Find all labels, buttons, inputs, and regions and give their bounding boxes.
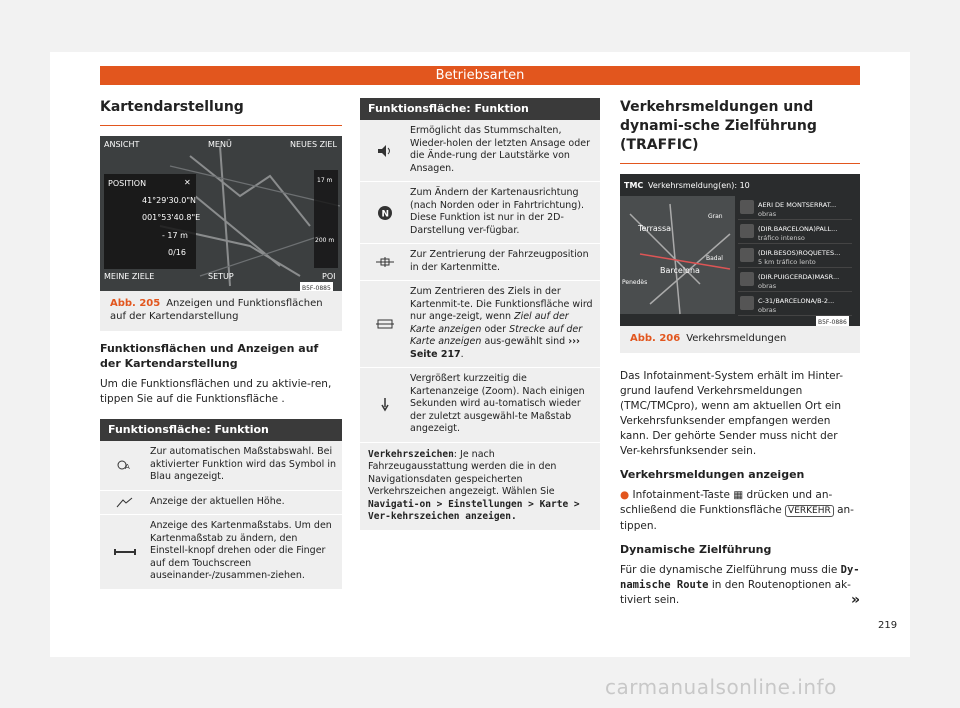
table-head: Funktionsfläche: Funktion xyxy=(100,419,342,441)
row-text: Zur automatischen Maßstabswahl. Bei aktivierter Funktion wird das Symbol in Blau angezeigt. xyxy=(150,446,336,482)
fig-setup[interactable]: SETUP xyxy=(208,272,234,281)
traffic-item[interactable] xyxy=(738,220,852,244)
city-terrassa: Terrassa xyxy=(638,224,672,233)
verkehrszeichen-label: Verkehrszeichen xyxy=(368,448,454,460)
heading-kartendarstellung: Kartendarstellung xyxy=(100,98,342,126)
map-controls xyxy=(314,170,338,268)
verkehr-button[interactable]: VERKEHR xyxy=(785,505,834,517)
bullet-a: Infotainment-Taste xyxy=(632,489,734,501)
bullet-c: an-tippen. xyxy=(620,504,854,532)
city-penedes: Penedès xyxy=(622,279,648,286)
row-text-c: oder xyxy=(481,323,510,335)
table-head: Funktionsfläche: Funktion xyxy=(360,98,600,120)
heading-traffic: Verkehrsmeldungen und dynami-sche Zielführung (TRAFFIC) xyxy=(620,98,860,164)
city-barcelona: Barcelona xyxy=(660,266,700,275)
row-text-b: Ziel auf der Karte anzeigen xyxy=(410,311,569,335)
traffic-item-sub: tráfico intenso xyxy=(758,234,805,242)
close-icon[interactable]: ✕ xyxy=(184,178,191,187)
verkehrszeichen-row xyxy=(360,443,600,530)
figure-code: B5F-0886 xyxy=(816,316,849,326)
traffic-item-sub: obras xyxy=(758,210,777,218)
row-text-e: aus-gewählt sind xyxy=(481,336,569,347)
para2-a: Für die dynamische Zielführung muss die xyxy=(620,564,841,576)
caption-206 xyxy=(620,326,860,353)
menu-path: Navigati-on > Einstellungen > Karte > Ver-kehrszeichen anzeigen. xyxy=(368,498,580,522)
traffic-item-title: (DIR.PUIGCERDA)MASR... xyxy=(758,273,840,281)
traffic-item[interactable] xyxy=(738,196,852,220)
scale-200m: 200 m xyxy=(315,237,335,244)
row-text: Anzeige der aktuellen Höhe. xyxy=(150,495,285,507)
watermark: carmanualsonline.info xyxy=(605,675,837,699)
traffic-warning-icon xyxy=(740,200,754,214)
scale-17m: 17 m xyxy=(317,177,333,184)
column-1 xyxy=(100,98,342,590)
table-row xyxy=(360,120,600,182)
traffic-item-title: (DIR.BESOS)ROQUETES... xyxy=(758,249,841,257)
traffic-warning-icon xyxy=(740,296,754,310)
position-label: POSITION xyxy=(108,179,147,188)
traffic-item[interactable] xyxy=(738,268,852,292)
altitude-icon xyxy=(100,491,150,515)
city-badal: Badal xyxy=(706,255,723,262)
city-gran: Gran xyxy=(708,213,723,220)
dynamic-paragraph xyxy=(620,563,860,608)
row-text: Ermöglicht das Stummschalten, Wieder-holen der letzten Ansage oder die Ände-rung der Lautstärke von Ansagen. xyxy=(410,125,591,174)
mute-icon xyxy=(360,120,410,181)
zoom-icon xyxy=(360,368,410,442)
center-position-icon xyxy=(360,244,410,280)
row-text: Zur Zentrierung der Fahrzeugposition in der Kartenmitte. xyxy=(410,249,589,273)
subheading-verkehrsmeldungen: Verkehrsmeldungen anzeigen xyxy=(620,468,805,481)
caption-text: Anzeigen und Funktionsflächen auf der Kartendarstellung xyxy=(110,298,323,322)
traffic-list xyxy=(738,196,852,316)
bullet-icon: ● xyxy=(620,489,633,501)
row-text-d: Strecke auf der Karte anzeigen xyxy=(410,323,583,347)
table-row xyxy=(100,441,342,491)
traffic-warning-icon xyxy=(740,224,754,238)
traffic-figure xyxy=(620,174,860,326)
latitude-value: 41°29'30.0"N xyxy=(142,196,197,205)
table-row xyxy=(360,368,600,443)
intro-paragraph: Um die Funktionsflächen und zu aktivie-ren, tippen Sie auf die Funktionsfläche . xyxy=(100,378,332,405)
traffic-item-title: AERI DE MONTSERRAT... xyxy=(758,201,837,209)
page-number: 219 xyxy=(878,620,898,631)
traffic-item-sub: obras xyxy=(758,306,777,314)
page-link[interactable]: ››› Seite 217 xyxy=(410,336,580,360)
para2-b: Dy-namische Route xyxy=(620,564,860,591)
section-header: Betriebsarten xyxy=(100,66,860,85)
traffic-item-title: (DIR.BARCELONA)PALL... xyxy=(758,225,838,233)
infotainment-key-icon: ▦ xyxy=(733,489,744,501)
table-row xyxy=(360,182,600,244)
row-text: Anzeige des Kartenmaßstabs. Um den Kartenmaßstab zu ändern, den Einstell-knopf drehen oder die Finger auf dem Touchscreen auseinander-/zusammen-ziehen. xyxy=(150,520,332,581)
altitude-value: - 17 m xyxy=(162,231,188,240)
tmc-label: TMC xyxy=(624,181,644,190)
svg-text:A: A xyxy=(125,463,130,472)
fig-meine-ziele[interactable]: MEINE ZIELE xyxy=(104,272,155,281)
traffic-warning-icon xyxy=(740,248,754,262)
subheading-dynamische: Dynamische Zielführung xyxy=(620,543,772,556)
table-row xyxy=(100,515,342,590)
svg-text:N: N xyxy=(381,209,390,219)
table-row xyxy=(100,491,342,516)
row-text-a: Zum Zentrieren des Ziels in der Kartenmit-te. Die Funktionsfläche wird nur ange-zeigt, wenn xyxy=(410,286,593,322)
caption-label: Abb. 205 xyxy=(110,298,161,309)
traffic-title: Verkehrsmeldung(en): 10 xyxy=(648,181,750,190)
table-row xyxy=(360,244,600,281)
auto-zoom-icon xyxy=(100,441,150,490)
traffic-paragraph: Das Infotainment-System erhält im Hinter-grund laufend Verkehrsmeldungen (TMC/TMCpro), wenn am aktuellen Ort ein Verkehrsfunksender empfangen werden kann. Der gehörte Sender muss nicht der Ver-kehrsfunksender sein. xyxy=(620,370,844,457)
verkehrszeichen-text: : Je nach Fahrzeugausstattung werden die in den Navigationsdaten gespeicherten Verkehrszeichen angezeigt. Wählen Sie xyxy=(368,448,557,497)
subheading-funktionsflaechen: Funktionsflächen und Anzeigen auf der Kartendarstellung xyxy=(100,342,319,370)
bullet-b: drücken und an-schließend die Funktionsfläche xyxy=(620,489,833,516)
position-panel xyxy=(104,174,201,269)
traffic-item[interactable] xyxy=(738,244,852,268)
fig-neues-ziel[interactable]: NEUES ZIEL xyxy=(290,140,337,149)
caption-label: Abb. 206 xyxy=(630,333,681,344)
fig-menu[interactable]: MENÜ xyxy=(208,140,232,149)
caption-205 xyxy=(100,291,342,331)
figure-code: B5F-0885 xyxy=(300,282,333,291)
bullet-paragraph xyxy=(620,488,860,534)
fig-ansicht[interactable]: ANSICHT xyxy=(104,140,140,149)
scale-bar-icon xyxy=(100,515,150,589)
traffic-item-title: C-31/BARCELONA/B-2... xyxy=(758,297,835,305)
continue-marker: » xyxy=(850,592,860,608)
traffic-warning-icon xyxy=(740,272,754,286)
row-text: Zum Ändern der Kartenausrichtung (nach Norden oder in Fahrtrichtung). Diese Funktion ist nur in der 2D-Darstellung ver-fügbar. xyxy=(410,187,585,236)
column-2 xyxy=(360,98,600,530)
traffic-item[interactable] xyxy=(738,292,852,316)
traffic-item-sub: obras xyxy=(758,282,777,290)
map-figure xyxy=(100,136,342,291)
column-3 xyxy=(620,98,860,616)
fig-poi[interactable]: POI xyxy=(322,272,336,281)
caption-text: Verkehrsmeldungen xyxy=(686,333,787,344)
center-destination-icon xyxy=(360,281,410,367)
compass-north-icon xyxy=(360,182,410,243)
traffic-item-sub: 5 km tráfico lento xyxy=(758,258,816,266)
row-text-g: . xyxy=(460,348,464,360)
row-text xyxy=(410,281,600,367)
row-text: Vergrößert kurzzeitig die Kartenanzeige (Zoom). Nach einigen Sekunden wird au-tomatisch wieder der zuletzt ausgewähl-te Maßstab angezeigt. xyxy=(410,373,585,434)
table-row xyxy=(360,281,600,368)
para2-c: in den Routenoptionen ak-tiviert sein. xyxy=(620,579,851,606)
longitude-value: 001°53'40.8"E xyxy=(142,213,201,222)
gps-value: 0/16 xyxy=(168,248,186,257)
